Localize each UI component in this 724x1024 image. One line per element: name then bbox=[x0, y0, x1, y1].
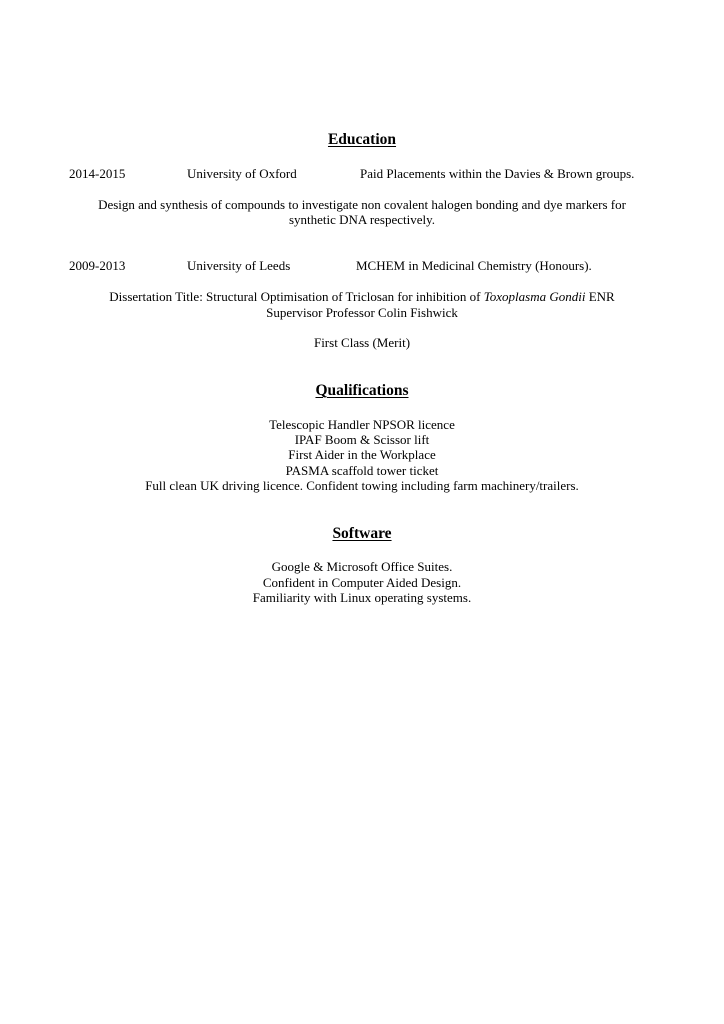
dissertation-supervisor: Supervisor Professor Colin Fishwick bbox=[266, 305, 458, 320]
qualification-item: Full clean UK driving licence. Confident towing including farm machinery/trailers. bbox=[145, 478, 579, 493]
dissertation-suffix: ENR bbox=[585, 289, 615, 304]
oxford-description-line-1: Design and synthesis of compounds to investigate non covalent halogen bonding and dye markers for bbox=[98, 197, 626, 212]
dissertation-prefix: Dissertation Title: Structural Optimisation of Triclosan for inhibition of bbox=[109, 289, 484, 304]
dissertation-title bbox=[0, 289, 724, 305]
education-entry-oxford bbox=[0, 166, 724, 182]
oxford-description-line-2: synthetic DNA respectively. bbox=[288, 212, 436, 227]
dissertation-organism: Toxoplasma Gondii bbox=[483, 289, 586, 304]
entry-role: Paid Placements within the Davies & Brown groups. bbox=[360, 166, 635, 181]
software-item: Familiarity with Linux operating systems. bbox=[252, 590, 472, 605]
software-item: Confident in Computer Aided Design. bbox=[262, 575, 462, 590]
qualification-item: PASMA scaffold tower ticket bbox=[285, 463, 439, 478]
qualification-item: Telescopic Handler NPSOR licence bbox=[269, 417, 455, 432]
entry-dates: 2009-2013 bbox=[69, 258, 126, 273]
degree-grade: First Class (Merit) bbox=[313, 335, 411, 350]
entry-role: MCHEM in Medicinal Chemistry (Honours). bbox=[356, 258, 592, 273]
entry-institution: University of Oxford bbox=[187, 166, 297, 181]
entry-dates: 2014-2015 bbox=[69, 166, 126, 181]
software-heading: Software bbox=[332, 525, 392, 542]
qualifications-heading: Qualifications bbox=[315, 382, 409, 399]
entry-institution: University of Leeds bbox=[187, 258, 291, 273]
education-entry-leeds bbox=[0, 258, 724, 274]
qualification-item: IPAF Boom & Scissor lift bbox=[294, 432, 430, 447]
education-heading: Education bbox=[327, 131, 397, 148]
qualification-item: First Aider in the Workplace bbox=[288, 447, 436, 462]
software-item: Google & Microsoft Office Suites. bbox=[271, 559, 453, 574]
